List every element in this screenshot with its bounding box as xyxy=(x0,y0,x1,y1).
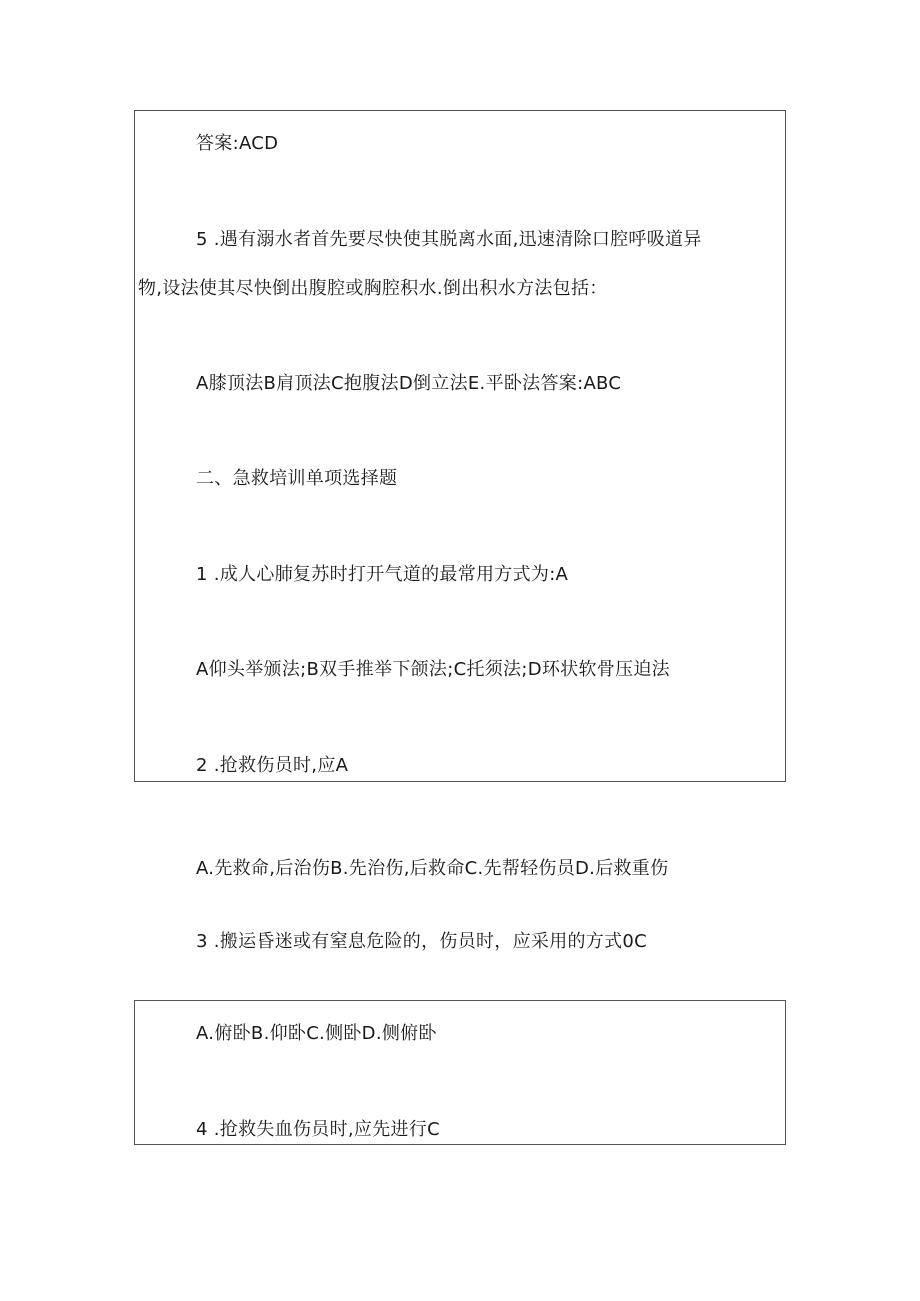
question-5-line-2: 物,设法使其尽快倒出腹腔或胸腔积水.倒出积水方法包括： xyxy=(138,278,608,299)
question-4: 4 .抢救失血伤员时,应先进行C xyxy=(196,1119,440,1140)
question-1: 1 .成人心肺复苏时打开气道的最常用方式为:A xyxy=(196,564,569,585)
question-2-options: A.先救命,后治伤B.先治伤,后救命C.先帮轻伤员D.后救重伤 xyxy=(196,858,669,879)
section-heading: 二、急救培训单项选择题 xyxy=(196,468,398,489)
question-5-line-1: 5 .遇有溺水者首先要尽快使其脱离水面,迅速清除口腔呼吸道异 xyxy=(196,229,702,250)
question-2: 2 .抢救伤员时,应A xyxy=(196,755,349,776)
question-1-options: A仰头举颁法;B双手推举下颌法;C托须法;D环状软骨压迫法 xyxy=(196,659,670,680)
answer-acd: 答案:ACD xyxy=(196,133,279,154)
question-3-options: A.俯卧B.仰卧C.侧卧D.侧俯卧 xyxy=(196,1023,437,1044)
question-3: 3 .搬运昏迷或有窒息危险的，伤员时，应采用的方式0C xyxy=(196,931,648,952)
question-5-options: A膝顶法B肩顶法C抱腹法D倒立法E.平卧法答案:ABC xyxy=(196,373,622,394)
